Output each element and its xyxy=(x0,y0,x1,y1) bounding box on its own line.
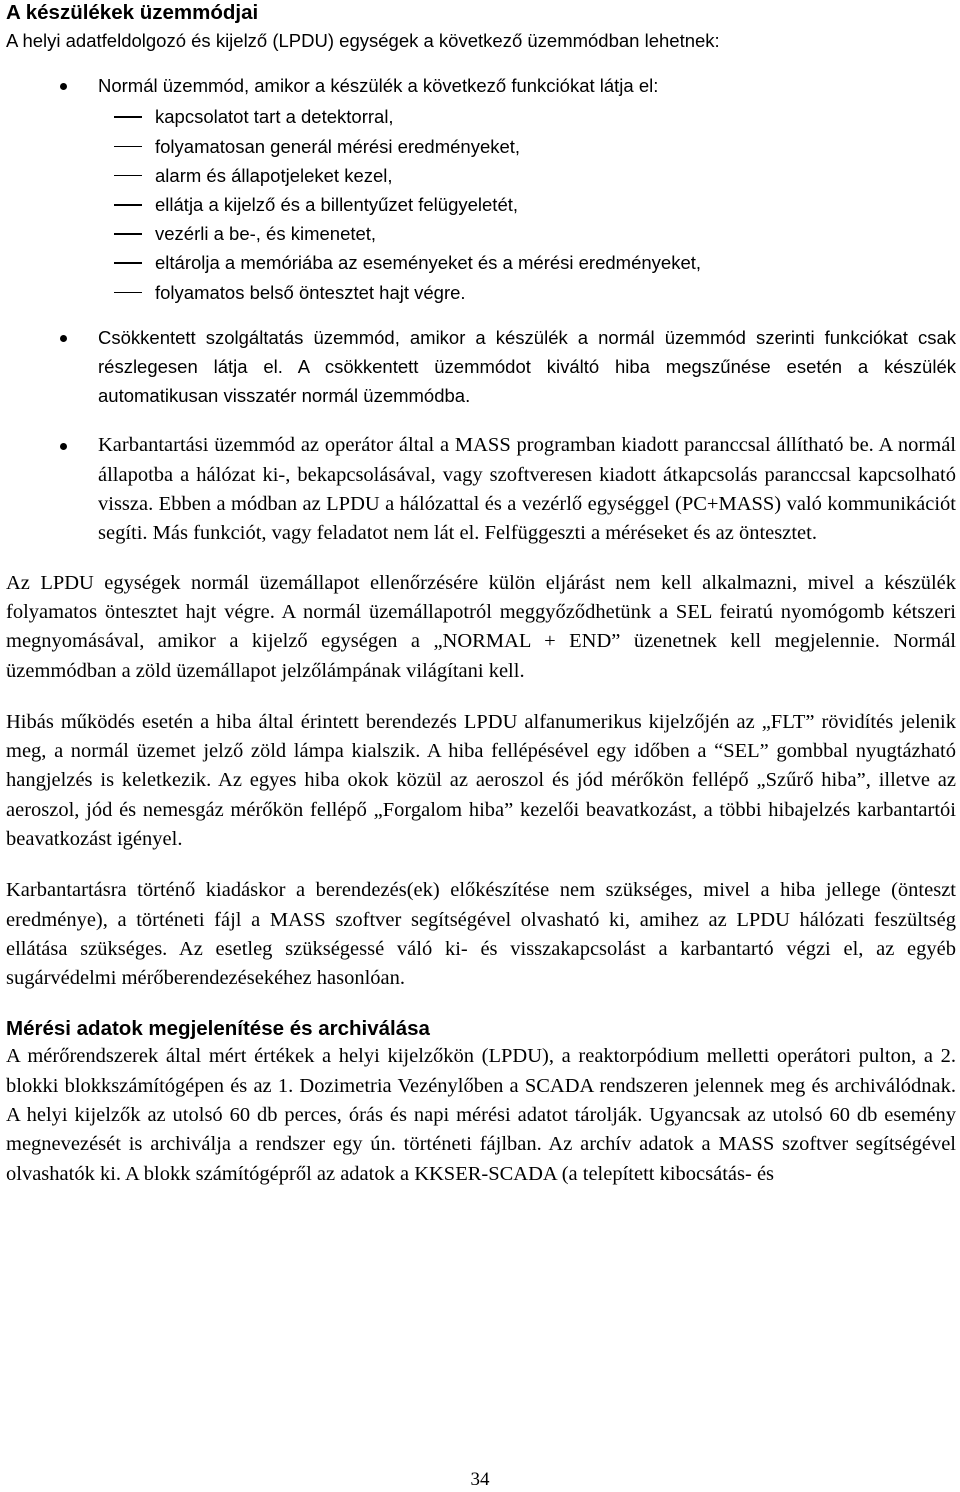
section-heading-data: Mérési adatok megjelenítése és archiválása xyxy=(6,1017,430,1041)
list-item-text: folyamatosan generál mérési eredményeket, xyxy=(155,135,521,157)
dash-icon xyxy=(114,262,142,264)
dash-icon xyxy=(114,146,142,148)
list-item-text: vezérli a be-, és kimenetet, xyxy=(155,223,377,245)
list-item-reduced-mode xyxy=(6,323,956,411)
list-item-text: Csökkentett szolgáltatás üzemmód, amikor a készülék a normál üzemmód szerinti funkciókat csak részlegesen látja el. A csökkentett üzemmódot kiváltó hiba megszűnése esetén a készülék automatikusan visszatér normál üzemmódba. xyxy=(98,326,956,407)
intro-text: A helyi adatfeldolgozó és kijelző (LPDU) egységek a következő üzemmódban lehetnek: xyxy=(6,30,720,51)
list-item-normal-mode xyxy=(6,71,956,100)
dash-icon xyxy=(114,175,142,177)
document-page xyxy=(6,0,956,1189)
list-item xyxy=(6,102,956,131)
mode-list-continued xyxy=(6,323,956,549)
list-item-text: folyamatos belső öntesztet hajt végre. xyxy=(155,281,466,303)
list-item-text: alarm és állapotjeleket kezel, xyxy=(155,164,393,186)
paragraph-maintenance: Karbantartásra történő kiadáskor a berendezés(ek) előkészítése nem szükséges, mivel a hiba jellege (önteszt eredménye), a történeti fájl a MASS szoftver segítségével olvasható ki, amihez az LPDU hálózati feszültség ellátása szükséges. Az esetleg szükségessé váló ki- és visszakapcsolást a karbantartó végzi el, az egyéb sugárvédelmi mérőberendezésekéhez hasonlóan. xyxy=(6,879,956,990)
list-item xyxy=(6,190,956,219)
list-item xyxy=(6,219,956,248)
dash-icon xyxy=(114,233,142,235)
list-item-maintenance-mode xyxy=(6,431,956,548)
dash-icon xyxy=(114,116,142,118)
list-item-text: Karbantartási üzemmód az operátor által a MASS programban kiadott paranccsal állítható be. A normál állapotba a hálózat ki-, bekapcsolásával, vagy szoftveresen kiadott átkapcsolás paranccsal kapcsolható vissza. Ebben a módban az LPDU a hálózattal és a vezérlő egységgel (PC+MASS) való kommunikációt segíti. Más funkciót, vagy feladatot nem lát el. Felfüggeszti a méréseket és az öntesztet. xyxy=(98,434,956,545)
bullet-icon xyxy=(60,335,67,342)
section-heading-modes: A készülékek üzemmódjai xyxy=(6,1,259,24)
list-item-text: eltárolja a memóriába az eseményeket és a mérési eredményeket, xyxy=(155,252,702,274)
normal-mode-functions xyxy=(6,102,956,306)
list-item xyxy=(6,132,956,161)
paragraph-fault: Hibás működés esetén a hiba által érintett berendezés LPDU alfanumerikus kijelzőjén az „FLT” rövidítés jelenik meg, a normál üzemet jelző zöld lámpa kialszik. A hiba fellépésével egy időben a “SEL” gombbal nyugtázható hangjelzés is keletkezik. Az egyes hiba okok közül az aeroszol és jód mérőkön fellépő „Szűrő hiba”, illetve az aeroszol, jód és nemesgáz mérőkön fellépő „Forgalom hiba” kezelői beavatkozást, a többi hibajelzés karbantartói beavatkozást igényel. xyxy=(6,710,956,850)
list-item-text: ellátja a kijelző és a billentyűzet felügyeletét, xyxy=(155,194,519,216)
list-item xyxy=(6,278,956,307)
mode-list xyxy=(6,71,956,100)
bullet-icon xyxy=(60,83,67,90)
list-item-text: kapcsolatot tart a detektorral, xyxy=(155,106,394,128)
list-item xyxy=(6,248,956,277)
paragraph-data-archiving: A mérőrendszerek által mért értékek a helyi kijelzőkön (LPDU), a reaktorpódium melletti operátori pulton, a 2. blokki blokkszámítógépen és az 1. Dozimetria Vezénylőben a SCADA rendszeren jelennek meg és archiválódnak. A helyi kijelzők az utolsó 60 db perces, órás és napi mérési adatot tárolják. Ugyancsak az utolsó 60 db esemény megnevezését is archiválja a rendszer egy ún. történeti fájlban. Az archív adatok a MASS szoftver segítségével olvashatók ki. A blokk számítógépről az adatok a KKSER-SCADA (a telepített kibocsátás- és xyxy=(6,1045,956,1185)
paragraph-normal-state: Az LPDU egységek normál üzemállapot ellenőrzésére külön eljárást nem kell alkalmazni, mivel a készülék folyamatos öntesztet hajt végre. A normál üzemállapotról meggyőződhetünk a SEL feiratú nyomógomb kétszeri megnyomásával, amikor a kijelző egységen a „NORMAL + END” üzenetnek kell megjelennie. Normál üzemmódban a zöld üzemállapot jelzőlámpának világítani kell. xyxy=(6,571,956,682)
page-number: 34 xyxy=(470,1469,490,1490)
bullet-icon xyxy=(60,443,67,450)
list-item xyxy=(6,161,956,190)
list-item-text: Normál üzemmód, amikor a készülék a következő funkciókat látja el: xyxy=(98,75,659,97)
dash-icon xyxy=(114,292,142,294)
dash-icon xyxy=(114,204,142,206)
